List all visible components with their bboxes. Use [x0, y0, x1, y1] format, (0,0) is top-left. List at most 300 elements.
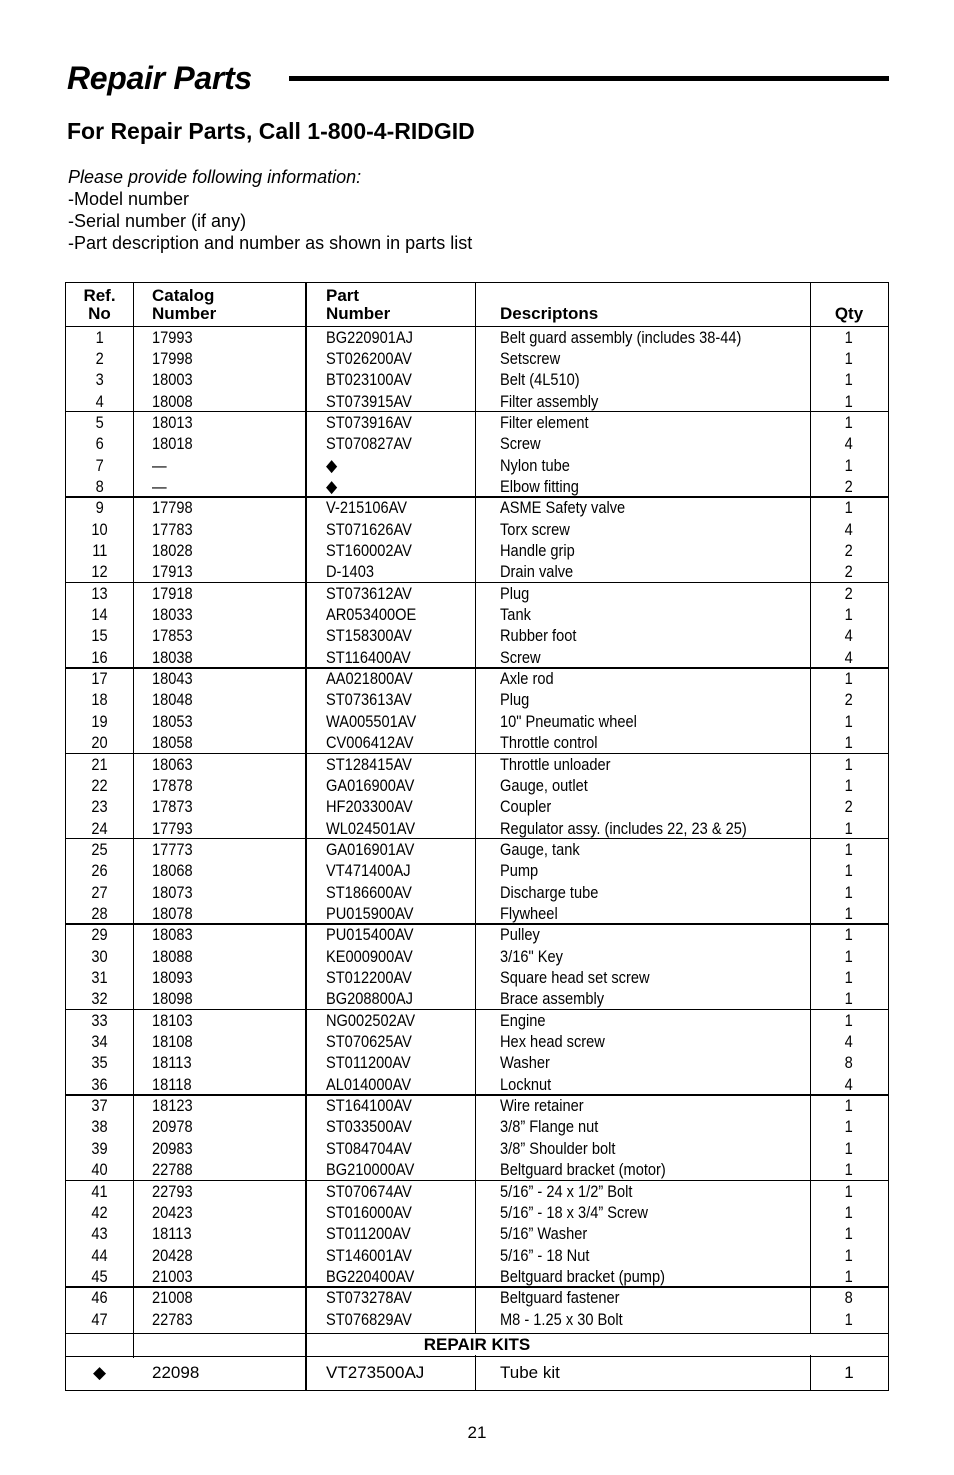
- group-divider: [66, 1286, 888, 1288]
- row-qty: 2: [844, 583, 854, 603]
- row-qty: 1: [844, 903, 854, 923]
- table-row: [66, 455, 888, 477]
- row-catalog: 17853: [152, 626, 193, 646]
- row-description: Handle grip: [500, 541, 575, 560]
- row-part-number: WA005501AV: [326, 711, 417, 731]
- diamond-icon: ◆: [326, 455, 338, 475]
- info-lead: Please provide following information:: [68, 167, 362, 187]
- table-row: [66, 1309, 888, 1331]
- row-catalog: —: [152, 455, 167, 475]
- row-qty: 1: [844, 1309, 854, 1329]
- row-part-number: HF203300AV: [326, 797, 413, 817]
- row-qty: 8: [844, 1288, 854, 1308]
- row-ref: 1: [95, 327, 104, 347]
- row-part-number: ST073278AV: [326, 1288, 412, 1308]
- table-row: [66, 967, 888, 989]
- row-description: Setscrew: [500, 348, 561, 368]
- row-description: ASME Safety valve: [500, 498, 626, 518]
- row-qty: 1: [844, 968, 854, 987]
- row-description: Brace assembly: [500, 989, 605, 1009]
- row-description: Flywheel: [500, 903, 558, 923]
- table-row: [66, 732, 888, 754]
- row-description: Elbow fitting: [500, 476, 579, 496]
- row-catalog: 18108: [152, 1032, 193, 1052]
- row-description: 3/16" Key: [500, 946, 563, 966]
- row-part-number: BG208800AJ: [326, 989, 413, 1009]
- row-ref: 7: [95, 455, 104, 475]
- row-part-number: ST071626AV: [326, 519, 412, 539]
- table-row: [66, 1010, 888, 1032]
- row-catalog: 18043: [152, 669, 193, 689]
- table-row: [66, 348, 888, 370]
- row-qty: 1: [844, 1010, 854, 1030]
- row-catalog: 17913: [152, 562, 193, 582]
- row-part-number: GA016900AV: [326, 775, 415, 795]
- table-row: [66, 1138, 888, 1160]
- row-description: Beltguard bracket (motor): [500, 1160, 666, 1180]
- row-qty: 4: [844, 434, 854, 454]
- row-catalog: 17993: [152, 327, 193, 347]
- row-catalog: 18113: [152, 1224, 192, 1244]
- kit-description: Tube kit: [500, 1363, 560, 1382]
- row-qty: 2: [844, 541, 854, 560]
- page-header: [67, 56, 889, 100]
- row-part-number: BG220901AJ: [326, 327, 413, 347]
- row-part-number: ST016000AV: [326, 1202, 412, 1222]
- row-catalog: 18088: [152, 946, 193, 966]
- row-catalog: 18093: [152, 968, 193, 987]
- row-part-number: ST070625AV: [326, 1032, 412, 1052]
- row-catalog: 18028: [152, 541, 193, 560]
- row-qty: 4: [844, 647, 854, 667]
- kit-row: [66, 1358, 888, 1388]
- table-row: [66, 988, 888, 1010]
- row-qty: 1: [844, 1224, 854, 1244]
- row-qty: 2: [844, 476, 854, 496]
- row-description: 5/16” - 24 x 1/2” Bolt: [500, 1181, 633, 1201]
- info-item-description: -Part description and number as shown in parts list: [68, 233, 473, 253]
- header-divider: [66, 326, 888, 327]
- row-ref: 40: [91, 1160, 108, 1180]
- row-part-number: V-215106AV: [326, 498, 408, 518]
- row-part-number: ST012200AV: [326, 968, 412, 987]
- header-ref: Ref. No: [83, 286, 116, 323]
- group-divider: [66, 1180, 888, 1182]
- row-ref: 38: [91, 1117, 108, 1137]
- repair-phone-heading: For Repair Parts, Call 1-800-4-RIDGID: [67, 118, 475, 144]
- row-qty: 1: [844, 818, 854, 838]
- row-qty: 4: [844, 626, 854, 646]
- row-part-number: ST164100AV: [326, 1096, 412, 1116]
- row-qty: 1: [844, 711, 854, 731]
- row-ref: 10: [91, 519, 108, 539]
- row-description: Rubber foot: [500, 626, 577, 646]
- row-ref: 41: [91, 1181, 108, 1201]
- row-catalog: 18033: [152, 605, 193, 625]
- row-description: Regulator assy. (includes 22, 23 & 25): [500, 818, 747, 838]
- table-row: [66, 1202, 888, 1224]
- row-part-number: ST073612AV: [326, 583, 412, 603]
- row-part-number: ST146001AV: [326, 1245, 412, 1265]
- header-part: Part Number: [326, 286, 391, 323]
- row-part-number: CV006412AV: [326, 733, 414, 753]
- row-part-number: ST116400AV: [326, 647, 411, 667]
- row-part-number: VT471400AJ: [326, 861, 411, 881]
- table-row: [66, 903, 888, 925]
- row-qty: 1: [844, 861, 854, 881]
- table-row: [66, 1074, 888, 1096]
- row-part-number: ST076829AV: [326, 1309, 412, 1329]
- table-row: [66, 860, 888, 882]
- row-description: 10" Pneumatic wheel: [500, 711, 637, 731]
- row-ref: 9: [95, 498, 104, 518]
- group-divider: [66, 1094, 888, 1096]
- row-part-number: ST070674AV: [326, 1181, 412, 1201]
- row-catalog: 18058: [152, 733, 193, 753]
- page-title: Repair Parts: [67, 60, 252, 96]
- row-description: Gauge, tank: [500, 839, 580, 859]
- row-ref: 8: [95, 476, 104, 496]
- table-row: [66, 561, 888, 583]
- row-qty: 1: [844, 1117, 854, 1137]
- row-description: Beltguard fastener: [500, 1288, 620, 1308]
- group-divider: [66, 923, 888, 925]
- row-description: Tank: [500, 605, 531, 625]
- row-qty: 1: [844, 412, 854, 432]
- row-description: Washer: [500, 1053, 550, 1073]
- row-qty: 1: [844, 1160, 854, 1180]
- table-row: [66, 1287, 888, 1309]
- row-description: Engine: [500, 1010, 546, 1030]
- row-description: Belt (4L510): [500, 370, 580, 390]
- row-qty: 1: [844, 1266, 854, 1286]
- row-qty: 1: [844, 733, 854, 753]
- table-row: [66, 625, 888, 647]
- row-description: Drain valve: [500, 562, 574, 582]
- row-catalog: 17998: [152, 348, 193, 368]
- row-ref: 32: [91, 989, 108, 1009]
- table-row: [66, 369, 888, 391]
- table-row: [66, 497, 888, 519]
- page-number: 21: [467, 1423, 487, 1442]
- table-row: [66, 433, 888, 455]
- row-part-number: ST128415AV: [326, 754, 412, 774]
- row-qty: 1: [844, 348, 854, 368]
- row-qty: 1: [844, 327, 854, 347]
- row-catalog: 18063: [152, 754, 193, 774]
- row-part-number: GA016901AV: [326, 839, 415, 859]
- row-qty: 1: [844, 775, 854, 795]
- row-description: Screw: [500, 434, 541, 454]
- row-part-number: NG002502AV: [326, 1010, 416, 1030]
- row-catalog: 17878: [152, 775, 193, 795]
- row-catalog: —: [152, 476, 167, 496]
- kit-ref-diamond-icon: ◆: [92, 1363, 107, 1382]
- title-rule: [289, 76, 889, 81]
- row-description: Hex head screw: [500, 1032, 605, 1052]
- row-ref: 21: [91, 754, 108, 774]
- row-part-number: KE000900AV: [326, 946, 413, 966]
- row-description: Torx screw: [500, 519, 570, 539]
- row-part-number: BT023100AV: [326, 370, 412, 390]
- group-divider: [66, 582, 888, 584]
- row-description: Screw: [500, 647, 541, 667]
- row-description: Throttle unloader: [500, 754, 611, 774]
- row-catalog: 18123: [152, 1096, 193, 1116]
- row-catalog: 20983: [152, 1138, 193, 1158]
- table-row: [66, 583, 888, 605]
- row-ref: 35: [91, 1053, 108, 1073]
- table-row: [66, 775, 888, 797]
- row-catalog: 17783: [152, 519, 193, 539]
- row-catalog: 18073: [152, 882, 193, 902]
- row-description: Filter assembly: [500, 391, 599, 411]
- repair-kits-heading: REPAIR KITS: [66, 1333, 888, 1357]
- table-row: [66, 1095, 888, 1117]
- table-row: [66, 412, 888, 434]
- row-catalog: 18113: [152, 1053, 192, 1073]
- row-ref: 16: [91, 647, 108, 667]
- row-description: Discharge tube: [500, 882, 599, 902]
- table-row: [66, 946, 888, 968]
- row-qty: 1: [844, 1202, 854, 1222]
- row-ref: 37: [91, 1096, 108, 1116]
- group-divider: [66, 1009, 888, 1011]
- row-catalog: 22783: [152, 1309, 193, 1329]
- row-description: Square head set screw: [500, 968, 650, 987]
- row-qty: 1: [844, 1181, 854, 1201]
- row-catalog: 17773: [152, 839, 193, 859]
- row-part-number: ST070827AV: [326, 434, 412, 454]
- row-part-number: AA021800AV: [326, 669, 413, 689]
- row-qty: 4: [844, 1074, 854, 1094]
- row-ref: 20: [91, 733, 108, 753]
- row-ref: 18: [91, 690, 108, 710]
- row-part-number: WL024501AV: [326, 818, 416, 838]
- row-catalog: 20428: [152, 1245, 193, 1265]
- row-part-number: ST011200AV: [326, 1224, 411, 1244]
- table-row: [66, 711, 888, 733]
- row-qty: 1: [844, 391, 854, 411]
- group-divider: [66, 411, 888, 413]
- row-catalog: 18003: [152, 370, 193, 390]
- table-row: [66, 519, 888, 541]
- info-block: [68, 166, 472, 254]
- table-row: [66, 689, 888, 711]
- row-part-number: ST033500AV: [326, 1117, 412, 1137]
- row-qty: 1: [844, 1245, 854, 1265]
- row-ref: 36: [91, 1074, 108, 1094]
- table-row: [66, 839, 888, 861]
- row-qty: 1: [844, 989, 854, 1009]
- row-ref: 15: [91, 626, 108, 646]
- row-qty: 1: [844, 370, 854, 390]
- row-description: 5/16” - 18 Nut: [500, 1245, 590, 1265]
- table-row: [66, 924, 888, 946]
- table-row: [66, 1266, 888, 1288]
- info-item-model: -Model number: [68, 189, 190, 209]
- kit-part: VT273500AJ: [326, 1363, 425, 1382]
- row-description: 5/16” - 18 x 3/4” Screw: [500, 1202, 648, 1222]
- row-qty: 1: [844, 882, 854, 902]
- row-ref: 25: [91, 839, 108, 859]
- info-item-serial: -Serial number (if any): [68, 211, 247, 231]
- row-ref: 28: [91, 903, 108, 923]
- row-part-number: BG220400AV: [326, 1266, 415, 1286]
- row-ref: 27: [91, 882, 108, 902]
- row-catalog: 18083: [152, 925, 193, 945]
- row-ref: 33: [91, 1010, 108, 1030]
- row-ref: 26: [91, 861, 108, 881]
- header-description: Descriptons: [500, 304, 599, 323]
- row-description: Throttle control: [500, 733, 598, 753]
- header-catalog: Catalog Number: [152, 286, 217, 323]
- row-ref: 23: [91, 797, 108, 817]
- table-row: [66, 1159, 888, 1181]
- row-part-number: AL014000AV: [326, 1074, 412, 1094]
- row-description: M8 - 1.25 x 30 Bolt: [500, 1309, 623, 1329]
- row-catalog: 18038: [152, 647, 193, 667]
- row-description: Filter element: [500, 412, 589, 432]
- row-ref: 31: [91, 968, 108, 987]
- row-catalog: 18098: [152, 989, 193, 1009]
- row-part-number: ST026200AV: [326, 348, 412, 368]
- row-ref: 45: [91, 1266, 108, 1286]
- row-description: Plug: [500, 690, 530, 710]
- table-row: [66, 647, 888, 669]
- row-catalog: 21008: [152, 1288, 193, 1308]
- row-description: Nylon tube: [500, 455, 570, 475]
- table-row: [66, 540, 888, 562]
- row-catalog: 18078: [152, 903, 193, 923]
- row-qty: 2: [844, 562, 854, 582]
- table-row: [66, 604, 888, 626]
- row-ref: 39: [91, 1138, 108, 1158]
- kit-qty: 1: [844, 1363, 854, 1382]
- row-description: Coupler: [500, 797, 552, 817]
- row-qty: 4: [844, 519, 854, 539]
- row-ref: 3: [95, 370, 104, 390]
- row-catalog: 21003: [152, 1266, 193, 1286]
- row-ref: 12: [91, 562, 108, 582]
- row-part-number: ST160002AV: [326, 541, 412, 560]
- row-catalog: 18103: [152, 1010, 193, 1030]
- row-qty: 1: [844, 605, 854, 625]
- row-description: Pulley: [500, 925, 540, 945]
- table-row: [66, 1181, 888, 1203]
- header-qty: Qty: [834, 304, 864, 323]
- table-row: [66, 1245, 888, 1267]
- row-description: Wire retainer: [500, 1096, 584, 1116]
- row-ref: 30: [91, 946, 108, 966]
- kit-catalog: 22098: [152, 1363, 200, 1382]
- row-part-number: ST011200AV: [326, 1053, 411, 1073]
- row-part-number: ST186600AV: [326, 882, 412, 902]
- row-catalog: 17793: [152, 818, 193, 838]
- row-catalog: 17798: [152, 498, 193, 518]
- row-catalog: 18118: [152, 1074, 192, 1094]
- table-row: [66, 1223, 888, 1245]
- row-qty: 1: [844, 946, 854, 966]
- row-description: Belt guard assembly (includes 38-44): [500, 327, 742, 347]
- row-catalog: 20978: [152, 1117, 193, 1137]
- row-ref: 19: [91, 711, 108, 731]
- table-row: [66, 818, 888, 840]
- row-description: Plug: [500, 583, 530, 603]
- table-row: [66, 476, 888, 498]
- row-part-number: D-1403: [326, 562, 374, 582]
- row-catalog: 20423: [152, 1202, 193, 1222]
- row-part-number: ST158300AV: [326, 626, 412, 646]
- group-divider: [66, 667, 888, 669]
- table-row: [66, 1116, 888, 1138]
- row-part-number: ST084704AV: [326, 1138, 412, 1158]
- row-ref: 24: [91, 818, 108, 838]
- row-ref: 43: [91, 1224, 108, 1244]
- row-part-number: AR053400OE: [326, 605, 417, 625]
- row-catalog: 18008: [152, 391, 193, 411]
- table-row: [66, 882, 888, 904]
- row-part-number: ST073916AV: [326, 412, 412, 432]
- row-qty: 4: [844, 1032, 854, 1052]
- group-divider: [66, 496, 888, 498]
- row-qty: 1: [844, 498, 854, 518]
- row-ref: 11: [91, 541, 108, 560]
- row-part-number: BG210000AV: [326, 1160, 415, 1180]
- row-catalog: 18013: [152, 412, 193, 432]
- row-qty: 2: [844, 690, 854, 710]
- row-ref: 13: [91, 583, 108, 603]
- row-description: Locknut: [500, 1074, 552, 1094]
- row-description: 3/8” Shoulder bolt: [500, 1138, 616, 1158]
- group-divider: [66, 753, 888, 755]
- row-part-number: PU015900AV: [326, 903, 414, 923]
- row-ref: 34: [91, 1032, 108, 1052]
- row-catalog: 22788: [152, 1160, 193, 1180]
- row-ref: 47: [91, 1309, 108, 1329]
- row-part-number: PU015400AV: [326, 925, 414, 945]
- row-description: 3/8” Flange nut: [500, 1117, 599, 1137]
- row-part-number: ST073915AV: [326, 391, 412, 411]
- row-ref: 29: [91, 925, 108, 945]
- row-qty: 8: [844, 1053, 854, 1073]
- row-description: Pump: [500, 861, 539, 881]
- parts-table: [65, 282, 889, 1391]
- row-qty: 1: [844, 1096, 854, 1116]
- table-row: [66, 391, 888, 413]
- row-qty: 1: [844, 925, 854, 945]
- row-ref: 5: [95, 412, 104, 432]
- row-qty: 2: [844, 797, 854, 817]
- row-ref: 42: [91, 1202, 108, 1222]
- group-divider: [66, 838, 888, 840]
- row-catalog: 18018: [152, 434, 193, 454]
- row-ref: 46: [91, 1288, 108, 1308]
- row-ref: 44: [91, 1245, 108, 1265]
- row-ref: 22: [91, 775, 108, 795]
- row-ref: 2: [95, 348, 104, 368]
- table-row: [66, 668, 888, 690]
- table-row: [66, 796, 888, 818]
- row-part-number: ST073613AV: [326, 690, 412, 710]
- row-catalog: 18048: [152, 690, 193, 710]
- row-catalog: 22793: [152, 1181, 193, 1201]
- row-qty: 1: [844, 839, 854, 859]
- row-description: Beltguard bracket (pump): [500, 1266, 665, 1286]
- row-ref: 6: [95, 434, 104, 454]
- diamond-icon: ◆: [326, 476, 338, 496]
- row-ref: 14: [91, 605, 108, 625]
